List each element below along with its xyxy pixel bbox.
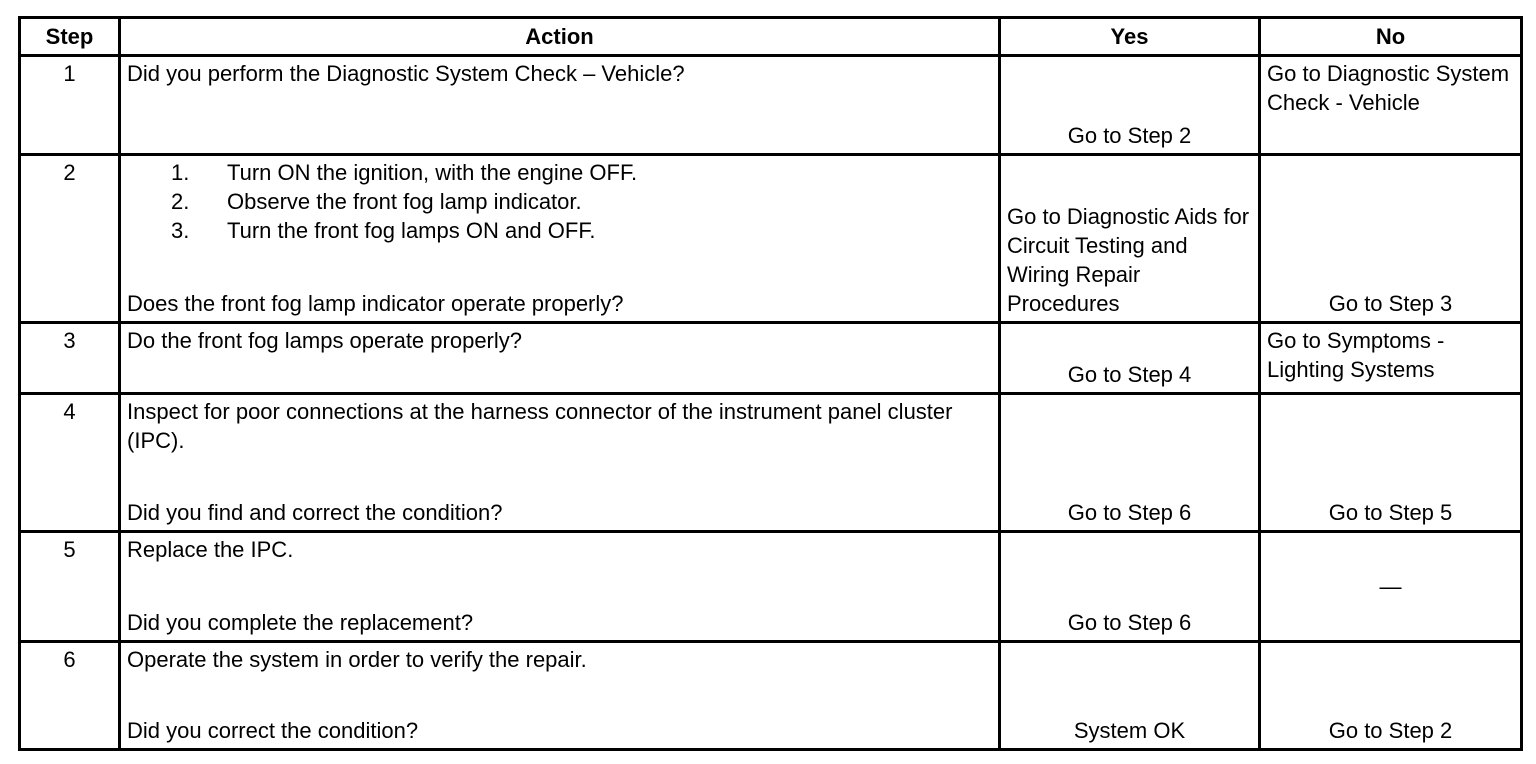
yes-cell — [1000, 532, 1260, 642]
table-row — [20, 642, 1522, 750]
step-number: 2 — [20, 155, 120, 323]
header-yes: Yes — [1000, 18, 1260, 56]
table-row — [20, 532, 1522, 642]
yes-result: System OK — [1073, 718, 1186, 743]
action-question: Did you find and correct the condition? — [127, 500, 503, 525]
table-row — [20, 394, 1522, 532]
no-cell — [1260, 323, 1522, 394]
no-result: Go to Step 5 — [1328, 500, 1453, 525]
list-item-text: Turn ON the ignition, with the engine OFF. — [227, 160, 638, 185]
no-cell — [1260, 56, 1522, 155]
header-step: Step — [20, 18, 120, 56]
action-cell — [120, 323, 1000, 394]
no-cell — [1260, 155, 1522, 323]
action-text: Operate the system in order to verify the repair. — [127, 647, 587, 672]
yes-result: Go to Step 6 — [1067, 500, 1192, 525]
list-item — [171, 158, 992, 187]
step-number: 1 — [20, 56, 120, 155]
table-row — [20, 323, 1522, 394]
yes-result: Go to Step 4 — [1067, 362, 1192, 387]
yes-cell — [1000, 642, 1260, 750]
action-cell — [120, 532, 1000, 642]
action-cell — [120, 394, 1000, 532]
yes-cell — [1000, 56, 1260, 155]
diagnostic-table — [18, 16, 1523, 751]
action-cell — [120, 155, 1000, 323]
list-item-number: 1. — [171, 160, 190, 185]
no-result: Go to Step 3 — [1328, 291, 1453, 316]
action-text: Inspect for poor connections at the harness connector of the instrument panel cluster (IPC). — [127, 399, 953, 453]
yes-result: Go to Step 6 — [1067, 610, 1192, 635]
action-text: Do the front fog lamps operate properly? — [127, 328, 523, 353]
list-item — [171, 187, 992, 216]
list-item-text: Turn the front fog lamps ON and OFF. — [227, 218, 596, 243]
step-number: 5 — [20, 532, 120, 642]
action-question: Did you complete the replacement? — [127, 610, 474, 635]
action-cell — [120, 642, 1000, 750]
no-result: Go to Symptoms - Lighting Systems — [1267, 328, 1445, 382]
yes-result: Go to Step 2 — [1067, 123, 1192, 148]
header-no: No — [1260, 18, 1522, 56]
table-row — [20, 56, 1522, 155]
action-step-list — [127, 158, 992, 245]
list-item — [171, 216, 992, 245]
step-number: 3 — [20, 323, 120, 394]
no-result: Go to Diagnostic System Check - Vehicle — [1267, 61, 1510, 115]
list-item-number: 3. — [171, 218, 190, 243]
list-item-number: 2. — [171, 189, 190, 214]
yes-result: Go to Diagnostic Aids for Circuit Testing and Wiring Repair Procedures — [1007, 204, 1250, 316]
no-cell — [1260, 642, 1522, 750]
action-text: Did you perform the Diagnostic System Check – Vehicle? — [127, 61, 685, 86]
yes-cell — [1000, 155, 1260, 323]
header-action: Action — [120, 18, 1000, 56]
no-result-dash: — — [1379, 573, 1402, 599]
action-cell — [120, 56, 1000, 155]
header-row — [20, 18, 1522, 56]
yes-cell — [1000, 394, 1260, 532]
action-text: Replace the IPC. — [127, 537, 294, 562]
step-number: 6 — [20, 642, 120, 750]
yes-cell — [1000, 323, 1260, 394]
action-question: Did you correct the condition? — [127, 718, 419, 743]
step-number: 4 — [20, 394, 120, 532]
table-row — [20, 155, 1522, 323]
no-cell — [1260, 532, 1522, 642]
list-item-text: Observe the front fog lamp indicator. — [227, 189, 582, 214]
action-question: Does the front fog lamp indicator operate properly? — [127, 291, 624, 316]
no-cell — [1260, 394, 1522, 532]
no-result: Go to Step 2 — [1328, 718, 1453, 743]
